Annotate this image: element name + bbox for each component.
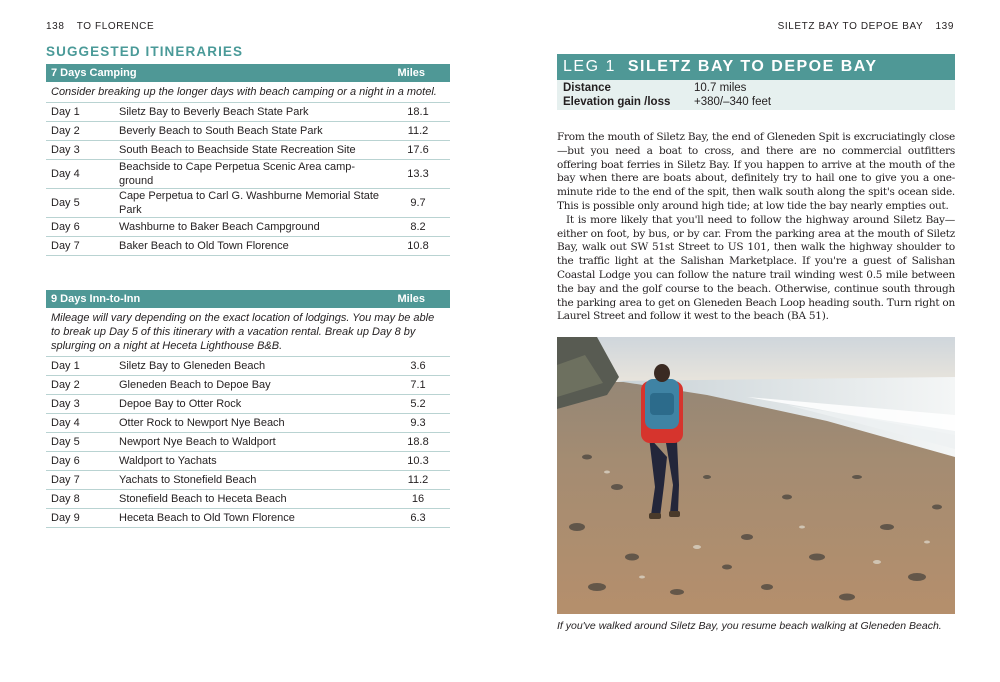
miles-cell: 16 (386, 490, 450, 509)
route-cell: Heceta Beach to Old Town Florence (114, 509, 386, 528)
table-row (46, 509, 450, 528)
page-number-right: 139 (935, 21, 954, 32)
table-note: Consider breaking up the longer days with beach camping or a night in a motel. (46, 82, 450, 103)
route-cell: Waldport to Yachats (114, 452, 386, 471)
day-cell: Day 3 (46, 141, 114, 160)
miles-cell: 18.1 (386, 103, 450, 122)
leg-stats (557, 80, 955, 110)
table-row (46, 237, 450, 256)
day-cell: Day 7 (46, 471, 114, 490)
table-row (46, 395, 450, 414)
table-row (46, 471, 450, 490)
paragraph: It is more likely that you'll need to follow the highway around Siletz Bay—either on foot, by bus, or by car. From the parking area at the mouth of Siletz Bay, walk out SW 51st Street to US 101, then walk the highway shoulder to the traffic light at the Salishan Marketplace. If you're a guest of Salishan Coastal Lodge you can follow the nature trail winding west 0.5 mile between the bay and the golf course to the beach. Otherwise, continue south through the parking area to get on Gleneden Beach Loop heading south. Turn right on Laurel Street and follow it west to the beach (BA 51). (557, 213, 955, 323)
table-row (46, 122, 450, 141)
stat-row-elevation (563, 95, 949, 109)
running-head-title-left: TO FLORENCE (76, 21, 155, 32)
route-cell: Otter Rock to Newport Nye Beach (114, 414, 386, 433)
miles-cell: 9.7 (386, 189, 450, 218)
table-title: 7 Days Camping (46, 64, 386, 82)
stat-row-distance (563, 81, 949, 95)
miles-cell: 7.1 (386, 376, 450, 395)
itinerary-table-camping (46, 64, 450, 256)
route-cell: Stonefield Beach to Heceta Beach (114, 490, 386, 509)
route-cell: Washburne to Baker Beach Campground (114, 218, 386, 237)
route-cell: Yachats to Stonefield Beach (114, 471, 386, 490)
route-cell: Beachside to Cape Perpetua Scenic Area camp-ground (114, 160, 386, 189)
photo-caption: If you've walked around Siletz Bay, you resume beach walking at Gleneden Beach. (557, 620, 942, 632)
route-cell: Beverly Beach to South Beach State Park (114, 122, 386, 141)
paragraph: From the mouth of Siletz Bay, the end of Gleneden Spit is excruciatingly close—but you need a boat to cross, and there are no commercial outfitters offering boat ferries in Siletz Bay. If you happen to arrive at the mouth of the bay when there are boats about, definitely try to hail one to give you a one-minute ride to the end of the spit, then walk south along the spit's ocean side. This is possible only around high tide; at low tide the bay nearly empties out. (557, 131, 955, 212)
table-row (46, 414, 450, 433)
table-row (46, 376, 450, 395)
day-cell: Day 7 (46, 237, 114, 256)
day-cell: Day 2 (46, 122, 114, 141)
leg-number: LEG 1 (563, 58, 616, 75)
running-head-left (46, 21, 154, 32)
day-cell: Day 5 (46, 433, 114, 452)
miles-cell: 8.2 (386, 218, 450, 237)
miles-cell: 9.3 (386, 414, 450, 433)
table-row (46, 490, 450, 509)
miles-cell: 11.2 (386, 122, 450, 141)
stat-value: 10.7 miles (694, 82, 747, 94)
day-cell: Day 5 (46, 189, 114, 218)
day-cell: Day 6 (46, 218, 114, 237)
table-row (46, 160, 450, 189)
route-cell: Cape Perpetua to Carl G. Washburne Memorial State Park (114, 189, 386, 218)
table-row (46, 357, 450, 376)
miles-header: Miles (386, 64, 450, 82)
running-head-right (778, 21, 954, 32)
day-cell: Day 1 (46, 103, 114, 122)
day-cell: Day 2 (46, 376, 114, 395)
page-number-left: 138 (46, 21, 65, 32)
body-text (557, 131, 955, 324)
table-row (46, 189, 450, 218)
route-cell: Baker Beach to Old Town Florence (114, 237, 386, 256)
miles-cell: 10.3 (386, 452, 450, 471)
miles-cell: 6.3 (386, 509, 450, 528)
miles-header: Miles (386, 290, 450, 308)
table-title: 9 Days Inn-to-Inn (46, 290, 386, 308)
leg-header (557, 54, 955, 80)
miles-cell: 10.8 (386, 237, 450, 256)
route-cell: Siletz Bay to Gleneden Beach (114, 357, 386, 376)
beach-photo (557, 337, 955, 614)
miles-cell: 5.2 (386, 395, 450, 414)
route-cell: Gleneden Beach to Depoe Bay (114, 376, 386, 395)
table-row (46, 433, 450, 452)
running-head-title-right: SILETZ BAY TO DEPOE BAY (777, 21, 924, 32)
miles-cell: 13.3 (386, 160, 450, 189)
beach-hiker-image (557, 337, 955, 614)
table-note: Mileage will vary depending on the exact location of lodgings. You may be able to break up Day 5 of this itinerary with a vacation rental. Break up Day 8 by splurging on a night at Heceta Lighthouse B&B. (46, 308, 450, 357)
miles-cell: 11.2 (386, 471, 450, 490)
route-cell: South Beach to Beachside State Recreation Site (114, 141, 386, 160)
day-cell: Day 6 (46, 452, 114, 471)
table-row (46, 218, 450, 237)
itinerary-table-inn (46, 290, 450, 528)
stat-label: Distance (563, 82, 611, 94)
day-cell: Day 1 (46, 357, 114, 376)
table-row (46, 103, 450, 122)
table-body (46, 308, 450, 528)
route-cell: Depoe Bay to Otter Rock (114, 395, 386, 414)
table-body (46, 82, 450, 256)
day-cell: Day 3 (46, 395, 114, 414)
day-cell: Day 4 (46, 160, 114, 189)
miles-cell: 18.8 (386, 433, 450, 452)
stat-value: +380/–340 feet (694, 96, 772, 108)
miles-cell: 17.6 (386, 141, 450, 160)
table-row (46, 141, 450, 160)
day-cell: Day 4 (46, 414, 114, 433)
section-title: SUGGESTED ITINERARIES (46, 44, 244, 59)
stat-label: Elevation gain /loss (563, 96, 671, 108)
leg-title: SILETZ BAY TO DEPOE BAY (627, 58, 878, 75)
route-cell: Siletz Bay to Beverly Beach State Park (114, 103, 386, 122)
route-cell: Newport Nye Beach to Waldport (114, 433, 386, 452)
miles-cell: 3.6 (386, 357, 450, 376)
table-row (46, 452, 450, 471)
day-cell: Day 8 (46, 490, 114, 509)
day-cell: Day 9 (46, 509, 114, 528)
